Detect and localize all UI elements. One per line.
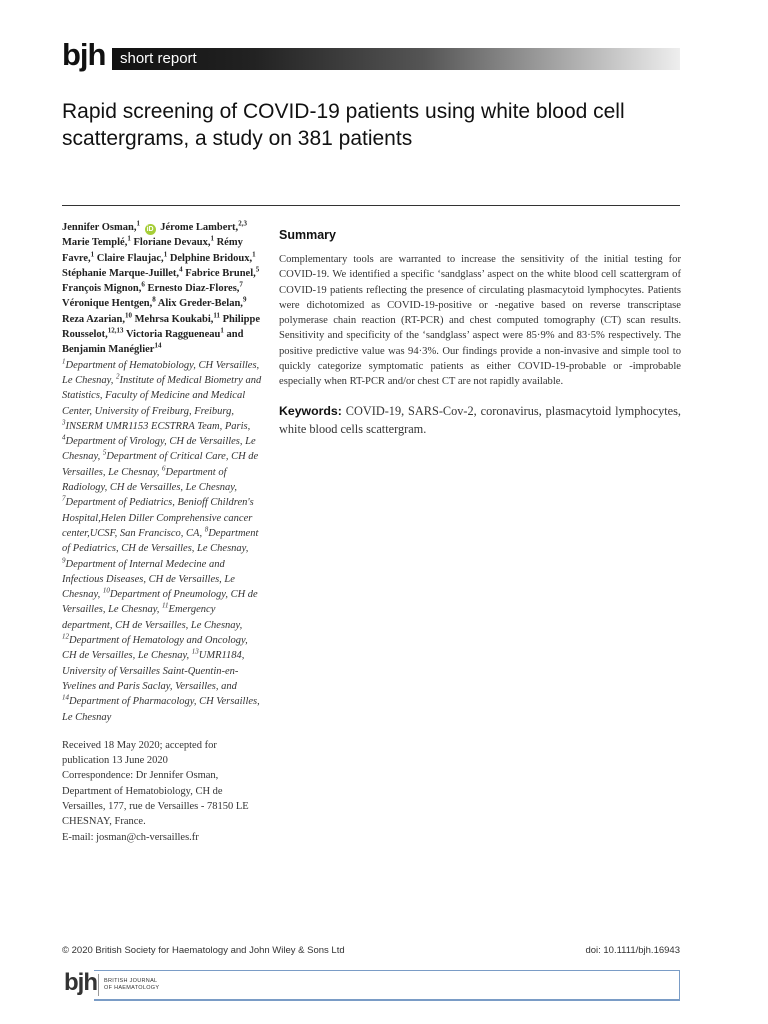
keywords-label: Keywords: bbox=[279, 403, 342, 418]
author-name: Jérome Lambert, bbox=[160, 222, 239, 233]
author-affiliation-ref: 1 bbox=[136, 219, 140, 228]
journal-name-line-1: BRITISH JOURNAL bbox=[104, 978, 158, 984]
author-affiliation-ref: 1 bbox=[127, 234, 131, 243]
correspondence-email[interactable]: E-mail: josman@ch-versailles.fr bbox=[62, 831, 199, 843]
doi-link[interactable]: doi: 10.1111/bjh.16943 bbox=[585, 945, 680, 956]
author-name: Fabrice Brunel, bbox=[185, 267, 256, 279]
author-affiliation-ref: 1 bbox=[90, 250, 95, 259]
author-affiliation-ref: 10 bbox=[125, 311, 132, 320]
author-name: Jennifer Osman, bbox=[62, 222, 137, 233]
affiliation-text: Emergency department, CH de Versailles, Le Chesnay, bbox=[62, 604, 243, 631]
affiliation-text: Department of Pediatrics, Benioff Children's Hospital,Helen Diller Comprehensive cancer center,UCSF, San Francisco, CA, bbox=[62, 497, 254, 539]
affiliation-number: 11 bbox=[162, 601, 169, 610]
author-name: Benjamin Manéglier bbox=[62, 344, 155, 356]
affiliation-number: 14 bbox=[62, 693, 69, 702]
author-name: Alix Greder-Belan, bbox=[157, 298, 243, 310]
affiliation-number: 13 bbox=[191, 647, 199, 656]
affiliation-text: Department of Hematobiology, CH Versailles, Le Chesnay, bbox=[62, 359, 260, 386]
affiliation-number: 7 bbox=[62, 494, 66, 503]
author-affiliation-ref: 12,13 bbox=[107, 326, 124, 335]
affiliation-text: Department of Pneumology, CH de Versailles, Le Chesnay, bbox=[62, 589, 258, 616]
affiliation-text: INSERM UMR1153 ECSTRRA Team, Paris, bbox=[65, 420, 251, 432]
affiliation-number: 2 bbox=[115, 372, 120, 381]
author-name: Claire Flaujac, bbox=[96, 252, 164, 264]
affiliation-text: Institute of Medical Biometry and Statistics, Faculty of Medicine and Medical Center, University of Freiburg, Freiburg, bbox=[62, 374, 262, 417]
affiliation-number: 10 bbox=[102, 586, 110, 595]
affiliation-text: Department of Pediatrics, CH de Versailles, Le Chesnay, bbox=[62, 527, 259, 555]
author-name: Ernesto Diaz-Flores, bbox=[147, 283, 240, 295]
summary-text: Complementary tools are warranted to increase the sensitivity of the initial testing for COVID-19. We identified a specific ‘sandglass’ aspect on the white blood cell scattergram of COVID-19 patients reflecting the presence of circulating plasmacytoid lymphocytes. Patients were dichotomized as COVID-19-positive or -negative based on reverse transcriptase polymerase chain reaction (RT-PCR) and chest computed tomography (CT) scan results. Sensitivity and specificity of the ‘sandglass’ aspect were 85·9% and 83·5% respectively. The positive predictive value was 94·3%. Our findings provide a non-invasive and simple tool to quickly categorize symptomatic patients as either COVID-19-probable or -improbable especially when RT-PCR and/or chest CT are not rapidly available. bbox=[279, 254, 681, 388]
author-name: Philippe Rousselot, bbox=[62, 313, 260, 341]
affiliation-number: 12 bbox=[62, 632, 69, 641]
article-title: Rapid screening of COVID-19 patients using white blood cell scattergrams, a study on 381 patients bbox=[62, 100, 625, 150]
footer-rule-bottom bbox=[94, 999, 680, 1001]
affiliation-number: 4 bbox=[62, 433, 66, 442]
affiliation-text: Department of Radiology, CH de Versailles, Le Chesnay, bbox=[62, 466, 237, 494]
affiliation-text: UMR1184, University of Versailles Saint-Quentin-en-Yvelines and Paris Saclay, Versailles, and bbox=[62, 650, 245, 692]
footer-journal-name bbox=[104, 978, 184, 992]
affiliation-number: 8 bbox=[204, 525, 209, 534]
keywords-text: COVID-19, SARS-Cov-2, coronavirus, plasmacytoid lymphocytes, white blood cells scattergram. bbox=[279, 403, 681, 436]
received-info bbox=[62, 738, 262, 845]
author-affiliation-ref: 9 bbox=[242, 295, 247, 304]
title-divider bbox=[62, 205, 680, 206]
author-affiliation-ref: 1 bbox=[252, 250, 256, 259]
affiliation-text: Department of Critical Care, CH de Versailles, Le Chesnay, bbox=[62, 451, 259, 478]
author-name: Marie Templé, bbox=[62, 237, 128, 249]
correspondence-line: Received 18 May 2020; accepted for publication 13 June 2020 bbox=[62, 739, 217, 767]
author-affiliation-ref: 2,3 bbox=[238, 219, 247, 228]
author-affiliation-ref: 4 bbox=[179, 265, 183, 274]
affiliation-text: Department of Virology, CH de Versailles, Le Chesnay, bbox=[62, 436, 256, 463]
author-column bbox=[62, 220, 262, 845]
author-name: Véronique Hentgen, bbox=[62, 298, 153, 310]
affiliation-text: Department of Hematology and Oncology, CH de Versailles, Le Chesnay, bbox=[62, 635, 248, 662]
affiliation-number: 6 bbox=[162, 464, 166, 473]
author-name: Floriane Devaux, bbox=[133, 237, 211, 249]
footer-journal-logo: bjh bbox=[64, 969, 97, 996]
copyright-notice: © 2020 British Society for Haematology and John Wiley & Sons Ltd bbox=[62, 945, 345, 956]
affiliation-text: Department of Pharmacology, CH Versailles, Le Chesnay bbox=[62, 696, 260, 723]
journal-logo: bjh bbox=[62, 37, 106, 72]
correspondence-line: Correspondence: Dr Jennifer Osman, Department of Hematobiology, CH de Versailles, 177, rue de Versailles - 78150 LE CHESNAY, France. bbox=[62, 770, 249, 828]
author-affiliation-ref: 7 bbox=[239, 280, 243, 289]
affiliation-number: 9 bbox=[62, 556, 66, 565]
author-name: Reza Azarian, bbox=[62, 313, 125, 325]
summary-heading: Summary bbox=[279, 228, 336, 242]
author-affiliation-ref: 8 bbox=[152, 295, 156, 304]
footer-journal-band bbox=[62, 970, 680, 1000]
author-name: Delphine Bridoux, bbox=[169, 252, 253, 264]
keywords bbox=[279, 402, 681, 438]
affiliation-text: Department of Internal Medecine and Infectious Diseases, CH de Versailles, Le Chesnay, bbox=[62, 558, 235, 601]
affiliation-list bbox=[62, 358, 262, 725]
footer-rule-side bbox=[679, 970, 680, 1000]
author-separator bbox=[140, 222, 143, 233]
affiliation-number: 1 bbox=[62, 357, 66, 366]
footer-rule-top bbox=[94, 970, 680, 971]
author-name: Stéphanie Marque-Juillet, bbox=[62, 267, 180, 279]
section-band bbox=[112, 48, 680, 70]
section-label: short report bbox=[120, 50, 197, 67]
article-header bbox=[62, 37, 680, 72]
author-affiliation-ref: 1 bbox=[163, 250, 168, 259]
author-name: Mehrsa Koukabi, bbox=[134, 313, 214, 325]
author-affiliation-ref: 1 bbox=[210, 234, 214, 243]
author-name: François Mignon, bbox=[62, 283, 142, 295]
author-affiliation-ref: 6 bbox=[141, 280, 145, 289]
author-affiliation-ref: 1 bbox=[220, 326, 224, 335]
author-name: Rémy Favre, bbox=[62, 237, 243, 264]
author-affiliation-ref: 11 bbox=[213, 311, 221, 320]
summary-column bbox=[279, 228, 681, 438]
author-affiliation-ref: 14 bbox=[154, 341, 162, 350]
author-name: Victoria Raggueneau bbox=[125, 329, 221, 341]
author-affiliation-ref: 5 bbox=[255, 265, 260, 274]
author-separator: and bbox=[223, 329, 244, 341]
affiliation-number: 3 bbox=[62, 418, 66, 427]
footer-separator bbox=[98, 974, 99, 996]
journal-name-line-2: OF HAEMATOLOGY bbox=[104, 985, 160, 991]
orcid-icon[interactable]: iD bbox=[146, 226, 154, 233]
author-list bbox=[62, 220, 262, 358]
affiliation-number: 5 bbox=[102, 448, 107, 457]
